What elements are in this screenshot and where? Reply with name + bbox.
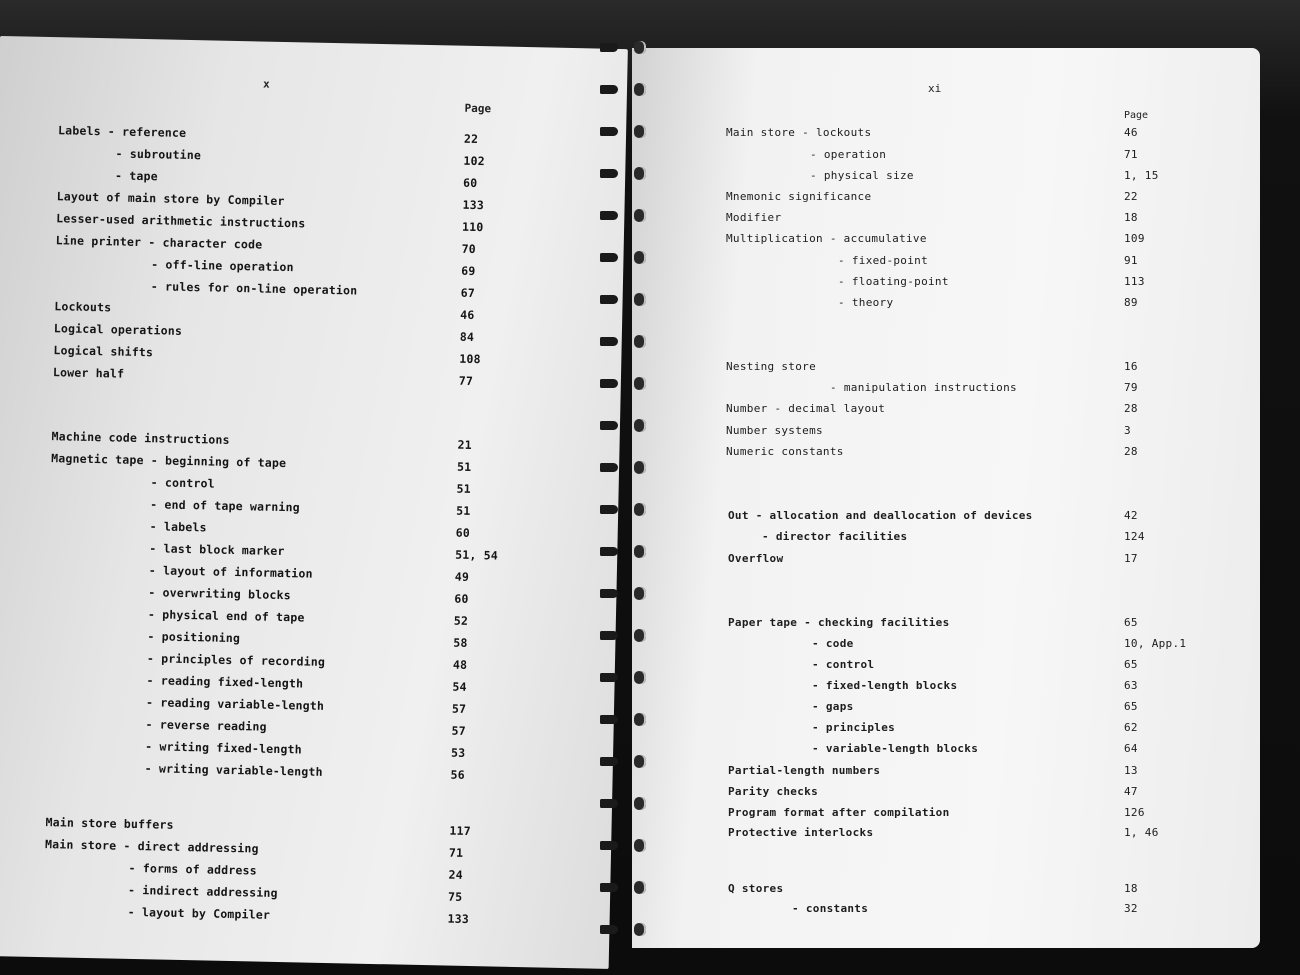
binding-ring (598, 838, 638, 854)
index-term: - director facilities (762, 530, 908, 543)
index-entry (632, 232, 1260, 252)
index-term: - reading fixed-length (146, 673, 304, 691)
binding-ring (598, 250, 638, 266)
index-entry (632, 169, 1260, 189)
index-term: Protective interlocks (728, 826, 874, 839)
page-reference: 117 (449, 823, 471, 839)
page-reference: 53 (450, 745, 466, 760)
index-term: - physical size (810, 169, 914, 182)
index-term: - operation (810, 148, 887, 161)
page-reference: 65 (1124, 700, 1138, 713)
index-entry (632, 806, 1260, 826)
index-entry (632, 254, 1260, 274)
page-reference: 32 (1124, 902, 1138, 915)
index-term: - overwriting blocks (148, 585, 291, 603)
page-reference: 126 (1124, 806, 1145, 819)
index-term: - forms of address (128, 860, 257, 878)
index-term: - code (812, 637, 854, 650)
page-reference: 60 (454, 591, 469, 606)
binding-ring (598, 880, 638, 896)
index-term: - manipulation instructions (830, 381, 1017, 394)
index-term: Machine code instructions (51, 429, 230, 447)
index-entry (632, 148, 1260, 168)
index-term: Lesser-used arithmetic instructions (56, 211, 306, 231)
index-entry (632, 509, 1260, 529)
index-term: Number systems (726, 424, 823, 437)
page-number: xi (928, 82, 942, 95)
page-reference: 54 (452, 679, 467, 694)
index-entry (632, 126, 1260, 146)
index-entry (632, 296, 1260, 316)
index-term: - fixed-point (838, 254, 928, 267)
index-entry (632, 552, 1260, 572)
index-entry (632, 530, 1260, 550)
page-reference: 56 (450, 767, 466, 782)
page-reference: 28 (1124, 445, 1138, 458)
index-term: Line printer - character code (55, 233, 263, 252)
binding-ring (598, 460, 638, 476)
page-reference: 71 (448, 845, 464, 860)
binding-ring (598, 586, 638, 602)
page-reference: 108 (459, 351, 481, 367)
index-entry (632, 360, 1260, 380)
page-number: x (262, 77, 270, 91)
binding-ring (598, 124, 638, 140)
index-term: - control (812, 658, 875, 671)
binding-ring (598, 376, 638, 392)
index-term: - end of tape warning (150, 497, 300, 515)
binding-ring (598, 82, 638, 98)
index-term: - layout of information (148, 563, 313, 581)
index-term: Logical operations (53, 321, 183, 338)
page-reference: 69 (461, 263, 476, 279)
page-reference: 71 (1124, 148, 1138, 161)
right-page (632, 48, 1260, 948)
index-term: - rules for on-line operation (150, 279, 358, 298)
page-reference: 18 (1124, 211, 1138, 224)
page-reference: 79 (1124, 381, 1138, 394)
page-reference: 42 (1124, 509, 1138, 522)
index-term: - subroutine (115, 146, 202, 163)
binding-ring (598, 670, 638, 686)
binding-ring (598, 418, 638, 434)
page-reference: 22 (463, 131, 479, 147)
index-term: Overflow (728, 552, 784, 565)
index-term: Main store buffers (45, 815, 174, 832)
page-reference: 21 (457, 437, 472, 452)
index-term: - positioning (147, 629, 241, 646)
index-term: Out - allocation and deallocation of devices (728, 509, 1033, 522)
page-reference: 62 (1124, 721, 1138, 734)
page-reference: 124 (1124, 530, 1145, 543)
index-term: - fixed-length blocks (812, 679, 958, 692)
page-reference: 133 (447, 911, 470, 927)
page-reference: 67 (460, 285, 476, 301)
page-reference: 22 (1124, 190, 1138, 203)
index-term: Lower half (52, 365, 125, 381)
index-term: - floating-point (838, 275, 949, 288)
binding-ring (598, 334, 638, 350)
page-reference: 10, App.1 (1124, 637, 1187, 650)
page-reference: 48 (452, 657, 468, 672)
binding-ring (598, 502, 638, 518)
page-reference: 46 (1124, 126, 1138, 139)
index-entry (632, 785, 1260, 805)
page-column-header: Page (1124, 110, 1149, 121)
binding-ring (598, 40, 638, 56)
page-reference: 77 (458, 373, 474, 388)
index-term: - off-line operation (151, 257, 294, 275)
binding-ring (598, 922, 638, 938)
index-entry (632, 721, 1260, 741)
index-entry (632, 637, 1260, 657)
index-entry (632, 902, 1260, 922)
index-term: - labels (149, 519, 207, 535)
page-reference: 70 (461, 241, 477, 257)
index-entry (632, 381, 1260, 401)
index-term: - control (150, 475, 215, 491)
index-term: Partial-length numbers (728, 764, 881, 777)
index-entry (632, 445, 1260, 465)
index-term: Numeric constants (726, 445, 844, 458)
index-term: - reverse reading (145, 717, 267, 734)
index-term: Paper tape - checking facilities (728, 616, 950, 629)
index-term: - tape (114, 168, 158, 184)
page-reference: 1, 15 (1124, 169, 1159, 182)
index-term: - theory (838, 296, 894, 309)
binding-ring (598, 166, 638, 182)
spiral-binding (598, 30, 658, 950)
index-term: - writing variable-length (144, 761, 323, 779)
index-entry (632, 402, 1260, 422)
binding-ring (598, 544, 638, 560)
page-reference: 65 (1124, 616, 1138, 629)
index-term: - reading variable-length (145, 695, 325, 713)
page-reference: 64 (1124, 742, 1138, 755)
page-reference: 89 (1124, 296, 1138, 309)
page-reference: 28 (1124, 402, 1138, 415)
page-reference: 75 (447, 889, 463, 904)
index-term: - last block marker (149, 541, 285, 559)
index-term: Magnetic tape - beginning of tape (51, 451, 287, 471)
index-term: - principles of recording (146, 651, 326, 669)
index-term: Modifier (726, 211, 782, 224)
page-reference: 109 (1124, 232, 1145, 245)
binding-ring (598, 712, 638, 728)
index-term: Main store - direct addressing (44, 837, 259, 856)
index-entry (632, 679, 1260, 699)
page-reference: 133 (462, 197, 485, 213)
index-term: Parity checks (728, 785, 818, 798)
binding-ring (598, 292, 638, 308)
index-term: Nesting store (726, 360, 816, 373)
index-term: Number - decimal layout (726, 402, 886, 415)
page-column-header: Page (464, 101, 492, 116)
index-entry (632, 764, 1260, 784)
page-reference: 18 (1124, 882, 1138, 895)
index-term: - principles (812, 721, 896, 734)
index-entry (632, 190, 1260, 210)
page-reference: 3 (1124, 424, 1131, 437)
binding-ring (598, 208, 638, 224)
index-term: Lockouts (54, 299, 112, 315)
index-term: Mnemonic significance (726, 190, 872, 203)
page-reference: 51 (456, 503, 471, 518)
index-entry (632, 424, 1260, 444)
page-reference: 65 (1124, 658, 1138, 671)
index-term: Logical shifts (53, 343, 154, 360)
page-reference: 57 (451, 701, 467, 716)
binding-ring (598, 628, 638, 644)
index-entry (632, 700, 1260, 720)
index-entry (632, 826, 1260, 846)
index-term: - layout by Compiler (127, 904, 271, 922)
page-reference: 52 (453, 613, 469, 628)
index-entry (632, 742, 1260, 762)
page-reference: 1, 46 (1124, 826, 1159, 839)
page-reference: 51 (456, 481, 472, 496)
page-reference: 58 (453, 635, 468, 650)
index-term: - constants (792, 902, 869, 915)
page-reference: 60 (455, 525, 471, 540)
page-reference: 24 (448, 867, 463, 882)
index-term: - indirect addressing (127, 882, 278, 901)
page-reference: 84 (459, 329, 475, 344)
index-term: Labels - reference (57, 123, 187, 140)
index-term: Multiplication - accumulative (726, 232, 927, 245)
left-page (0, 36, 628, 969)
index-entry (632, 275, 1260, 295)
index-entry (632, 211, 1260, 231)
page-reference: 57 (451, 723, 466, 738)
page-reference: 46 (460, 307, 475, 322)
index-term: - gaps (812, 700, 854, 713)
binding-ring (598, 796, 638, 812)
page-reference: 102 (463, 153, 486, 169)
index-term: - physical end of tape (147, 607, 305, 625)
page-reference: 63 (1124, 679, 1138, 692)
index-term: - writing fixed-length (145, 739, 303, 757)
page-reference: 60 (462, 175, 478, 191)
page-reference: 13 (1124, 764, 1138, 777)
page-reference: 91 (1124, 254, 1138, 267)
page-reference: 110 (461, 219, 484, 235)
page-reference: 51, 54 (455, 547, 499, 563)
index-term: Program format after compilation (728, 806, 950, 819)
index-entry (632, 616, 1260, 636)
index-term: Layout of main store by Compiler (56, 189, 285, 208)
page-reference: 47 (1124, 785, 1138, 798)
index-term: Main store - lockouts (726, 126, 872, 139)
index-entry (632, 882, 1260, 902)
index-term: Q stores (728, 882, 784, 895)
index-term: - variable-length blocks (812, 742, 979, 755)
page-reference: 17 (1124, 552, 1138, 565)
page-reference: 16 (1124, 360, 1138, 373)
binding-ring (598, 754, 638, 770)
page-reference: 51 (456, 459, 472, 474)
index-entry (632, 658, 1260, 678)
page-reference: 49 (454, 569, 470, 584)
page-reference: 113 (1124, 275, 1145, 288)
